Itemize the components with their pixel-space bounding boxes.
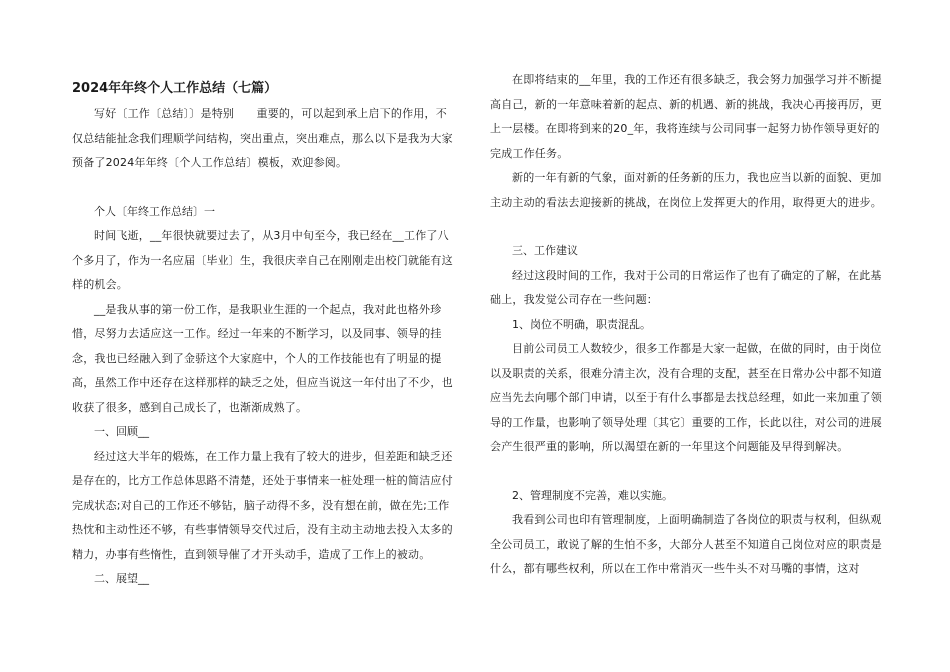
- article-heading-1: 个人〔年终工作总结〕一: [94, 204, 215, 218]
- paragraph: 经过这段时间的工作，我对于公司的日常运作了也有了确定的了解，在此基础上，我发觉公司存在一些问题：: [490, 268, 882, 306]
- left-column: [72, 68, 457, 592]
- paragraph: 时间飞逝，__年很快就要过去了，从3月中旬至今，我已经在__工作了八个多月了，作为一名应届〔毕业〕生，我很庆幸自己在刚刚走出校门就能有这样的机会。: [72, 229, 453, 291]
- spacer: [490, 460, 883, 484]
- spacer: [72, 176, 457, 200]
- document-title: 2024年年终个人工作总结（七篇）: [72, 81, 278, 96]
- list-item-heading: 1、岗位不明确，职责混乱。: [512, 317, 651, 331]
- section-heading-suggestions: 三、工作建议: [512, 244, 578, 257]
- paragraph: 我看到公司也印有管理制度，上面明确制造了各岗位的职责与权利，但纵观全公司员工，敢说了解的生怕不多，大部分人甚至不知道自己岗位对应的职责是什么，都有哪些权利，所以在工作中常消灭一些牛头不对马嘴的事情，这对: [490, 513, 882, 575]
- paragraph: 新的一年有新的气象，面对新的任务新的压力，我也应当以新的面貌、更加主动主动的看法去迎接新的挑战，在岗位上发挥更大的作用，取得更大的进步。: [490, 171, 882, 209]
- intro-paragraph: 写好〔工作〔总结〕〕是特别 重要的，可以起到承上启下的作用，不仅总结能扯念我们理顺学问结构，突出重点，突出难点，那么以下是我为大家预备了2024年年终〔个人工作总结〕模板，欢迎参阅。: [72, 107, 453, 169]
- paragraph: 目前公司员工人数较少，很多工作都是大家一起做，在做的同时，由于岗位以及职责的关系，很难分清主次，没有合理的支配，甚至在日常办公中都不知道应当先去向哪个部门申请，以至于有什么事都是去找总经理，如此一来加重了领导的工作量，也影响了领导处理〔其它〕重要的工作，长此以往，对公司的进展会产生很严重的影响，所以渴望在新的一年里这个问题能及早得到解决。: [490, 342, 882, 453]
- paragraph: 经过这大半年的煅炼，在工作力量上我有了较大的进步，但差距和缺乏还是存在的，比方工作总体思路不清楚，还处于事情来一桩处理一桩的简洁应付完成状态;对自己的工作还不够钻，脑子动得不多，没有想在前，做在先;工作热忱和主动性还不够，有些事情领导交代过后，没有主动主动地去投入太多的精力，办事有些惰性，直到领导催了才开头动手，造成了工作上的被动。: [72, 449, 453, 561]
- list-item-heading: 2、管理制度不完善，难以实施。: [512, 488, 673, 502]
- paragraph: __是我从事的第一份工作，是我职业生涯的一个起点，我对此也格外珍惜，尽努力去适应这一工作。经过一年来的不断学习，以及同事、领导的挂念，我也已经融入到了金骄这个大家庭中，个人的工作技能也有了明显的提高，虽然工作中还存在这样那样的缺乏之处，但应当说这一年付出了不少，也收获了很多，感到自己成长了，也渐渐成熟了。: [72, 302, 453, 414]
- right-column: [490, 68, 883, 582]
- section-heading-review: 一、回顾__: [94, 425, 149, 438]
- paragraph: 在即将结束的__年里，我的工作还有很多缺乏，我会努力加强学习并不断提高自己，新的一年意味着新的起点、新的机遇、新的挑战，我决心再接再厉，更上一层楼。在即将到来的20_年，我将连续与公司同事一起努力协作领导更好的完成工作任务。: [490, 73, 882, 160]
- section-heading-outlook: 二、展望__: [94, 572, 149, 585]
- spacer: [490, 215, 883, 239]
